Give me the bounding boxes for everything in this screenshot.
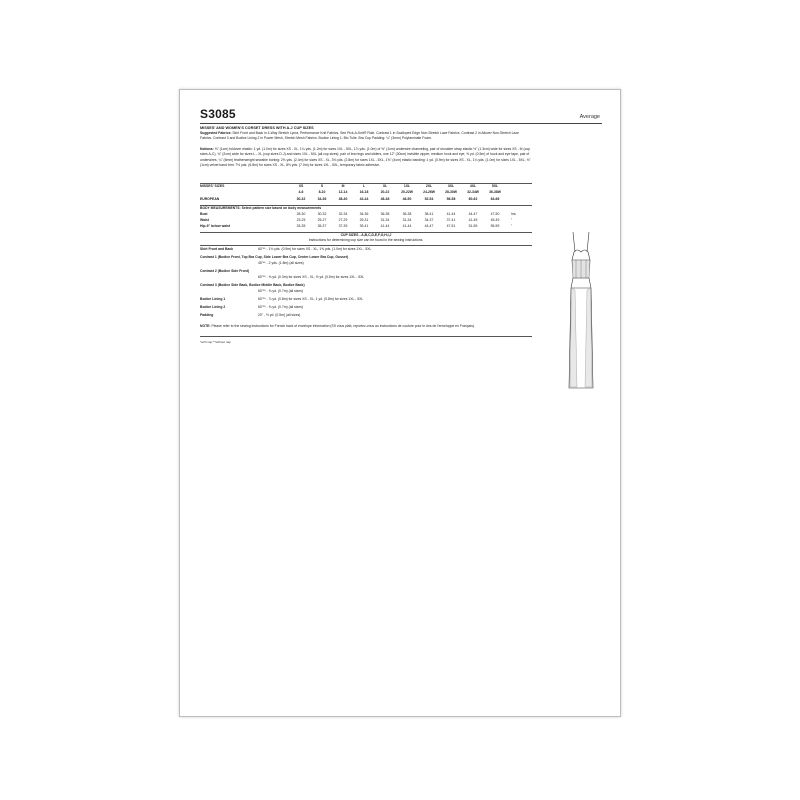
numeric-size-cell: 8-10 [318,190,326,194]
european-size-cell: 64-66 [490,197,500,201]
measurement-cell: 47-51 [446,224,456,228]
measurement-cell: 23-25 [296,218,306,222]
measurement-unit: Ins. [511,212,517,216]
pattern-title: MISSES' AND WOMEN'S CORSET DRESS WITH A-J CUP SIZES [200,126,314,130]
european-size-cell: 42-44 [359,197,369,201]
measurement-cell: 35-37 [317,224,327,228]
size-cell: 5XL [491,184,499,188]
notions [200,147,532,168]
european-size-cell: 60-62 [468,197,478,201]
fabric-requirement-label: Bodice Lining 2 [200,305,226,309]
fabric-requirement-value: 20" - ½ yd. (0.5m) (all sizes) [258,313,301,317]
notions-label: Notions: [200,147,214,151]
measurement-cell: 34-37 [424,218,434,222]
cup-sizes-note: Instructions for determining cup size can be found in the sewing instructions. [308,238,424,242]
divider [200,245,532,246]
measurement-cell: 25-27 [317,218,327,222]
european-size-cell: 46-48 [380,197,390,201]
cup-sizes [200,232,532,244]
measurement-label: Hip-9" below waist [200,224,231,228]
european-size-cell: 52-54 [424,197,434,201]
measurement-cell: 31-34 [402,218,412,222]
fabric-requirement-label: Contrast 3 (Bodice Side Back, Bodice Middle Back, Bodice Back) [200,283,305,287]
right-shoulder-strap [587,232,589,252]
corset-panel [572,260,589,277]
fabric-requirement-value: 45"** - 2 yds. (1.8m) (all sizes) [258,261,304,265]
measurement-cell: 47-50 [490,212,500,216]
measurement-cell: 41-44 [402,224,412,228]
measurement-cell: 38-41 [424,212,434,216]
european-size-cell: 46-50 [402,197,412,201]
measurement-cell: 41-45 [468,218,478,222]
measurement-cell: 55-59 [490,224,500,228]
size-cell: L [362,184,366,188]
measurement-cell: 37-39 [338,224,348,228]
fabric-requirement-value: 60"** - ⅞ yd. (0.8m) for sizes XS - XL, 1 yd. (0.8m) for sizes 1XL - 5XL [258,297,364,301]
measurement-label: Bust [200,212,208,216]
european-size-row [200,197,532,203]
numeric-size-row [200,190,532,196]
measurement-cell: 44-47 [424,224,434,228]
size-cell: M [341,184,345,188]
numeric-size-cell: 28-30W [445,190,457,194]
cup-sizes-label: CUP SIZES - A,B,C,D,E,F,G,H,I,J [340,233,392,237]
notions-text: ⅜" (1cm) foldover elastic: 1 yd. (1.0m) for sizes XS - XL, 1¼ yds. (1.2m) for sizes 1XL - 5XL, 1⅞ yds. (1.0m) of ⅜" (1cm) underwire channeling, pair of shoulder strap elastic ½" (1.3cm) wide for sizes XS - M (cup sizes A-C), ¾" (2cm) wide for sizes L - XL (cup sizes D-J) and sizes 1XL - 5XL (all cup sizes), pair of bra rings and sliders, one 12" (30cm) invisible zipper, medium hook and eye, ⅝ yd. (0.5m) of hook and eye tape, pair of underwires, ¼" (6mm) featherweight sewable boning: 2⅜ yds. (2.4m) for sizes XS - XL, 3⅛ yds. (2.8m) for sizes 1XL - 5XL, 1⅝" (4cm) elastic banding: 1 yd. (0.9m) for sizes XS - XL, 1¼ yds. (1.0m) for sizes 1XL - 5XL, ⅜" (1cm) velvet band trim: 7½ yds. (6.8m) for sizes XS - XL, 8⅛ yds. (7.0m) for sizes 1XL - 5XL, temporary fabric adhesive. [200,147,531,167]
measurement-cell: 41-44 [446,212,456,216]
note [200,324,532,329]
suggested-fabrics-label: Suggested Fabrics: [200,131,232,135]
suggested-fabrics-text: Skirt Front and Back in 4-Way Stretch Lycra, Performance Knit Fabrics. See Pick-A-Knit® Rule. Contrast 1 in Scalloped Edge Non-Stretch Lace Fabrics. Contrast 2 in Allover Non-Stretch Lace Fabrics. Contrast 3 and Bodice Lining 2 in Power Mesh, Stretch Mesh Fabrics. Bodice Lining 1: Bio Tulle. Bra Cup Padding: ¼" (3mm) Polylaminate Foam. [200,131,520,141]
size-range-label: Average [579,114,600,120]
fabric-requirement-label: Contrast 1 (Bodice Front, Top Bra Cup, Side Lower Bra Cup, Center Lower Bra Cup, Gusset) [200,255,349,259]
size-cell: S [320,184,324,188]
bust-line [574,250,588,252]
measurement-cell: 34-36 [359,212,369,216]
size-cell: 2XL [425,184,433,188]
measurement-label: Waist [200,218,209,222]
fabric-requirement-value: 60"** - ⅝ yd. (0.7m) (all sizes) [258,305,303,309]
skirt-side-panel-left [570,288,577,387]
measurement-cell: 29-31 [359,218,369,222]
body-measurements-label: BODY MEASUREMENTS: Select pattern size based on body measurements [200,206,322,210]
numeric-size-cell: 4-6 [298,190,304,194]
measurement-cell: 27-29 [338,218,348,222]
left-shoulder-strap [573,232,575,252]
numeric-size-cell: 16-18 [359,190,369,194]
pattern-envelope-page [179,89,621,717]
numeric-size-cell: 12-14 [338,190,348,194]
fabric-requirement-value: 60"** - ⅜ yd. (0.3m) for sizes XS - XL, ½ yd. (0.5m) for sizes 1XL - 5XL [258,275,365,279]
dress-line-drawing [565,230,597,392]
sizes-label: MISSES' SIZES [200,184,225,188]
measurement-unit: " [511,218,513,222]
skirt-side-panel-right [585,288,592,387]
numeric-size-cell: 32-34W [467,190,479,194]
size-cell: 4XL [469,184,477,188]
fabric-requirement-value: 60"** - 1⅛ yds. (0.9m) for sizes XS - XL, 1⅜ yds. (1.0m) for sizes 1XL - 5XL [258,247,372,251]
european-size-cell: 56-58 [446,197,456,201]
european-size-cell: 34-36 [317,197,327,201]
measurement-cell: 36-38 [380,212,390,216]
measurement-cell: 51-55 [468,224,478,228]
measurement-row [200,224,532,230]
measurement-cell: 30-32 [317,212,327,216]
fabric-requirement-value: 60"** - ⅝ yd. (0.7m) (all sizes) [258,289,303,293]
fabric-requirement-label: Contrast 2 (Bodice Side Front) [200,269,249,273]
size-cell: XL [382,184,388,188]
numeric-size-cell: 24-26W [423,190,435,194]
european-size-cell: 30-32 [296,197,306,201]
numeric-size-cell: 20-22 [380,190,390,194]
measurement-cell: 44-47 [468,212,478,216]
fabric-requirements [200,247,532,327]
nap-footnote: *with nap **without nap [200,340,231,344]
size-cell: 3XL [447,184,455,188]
divider [200,336,532,337]
note-text: Please refer to the sewing instructions for French back of envelope information (S'il vous plaît, reportez-vous au instructions de couture pour le dos de l'enveloppe en Français). [210,324,475,328]
size-cell: XS [298,184,304,188]
measurement-cell: 39-41 [359,224,369,228]
measurement-cell: 41-44 [380,224,390,228]
size-cell: 1XL [403,184,411,188]
measurement-cell: 33-35 [296,224,306,228]
measurement-cell: 45-49 [490,218,500,222]
fabric-requirement-label: Bodice Lining 1 [200,297,226,301]
european-label: EUROPEAN [200,197,220,201]
suggested-fabrics [200,131,532,142]
numeric-size-cell: 36-38W [489,190,501,194]
pattern-number: S3085 [200,107,236,121]
note-label: NOTE: [200,324,211,328]
measurement-cell: 28-30 [296,212,306,216]
measurement-cell: 36-38 [402,212,412,216]
measurement-cell: 31-34 [380,218,390,222]
numeric-size-cell: 20-22W [401,190,413,194]
european-size-cell: 38-40 [338,197,348,201]
fabric-requirement-label: Padding [200,313,214,317]
fabric-requirement-label: Skirt Front and Back [200,247,234,251]
header-divider [200,123,602,124]
measurement-cell: 32-34 [338,212,348,216]
measurement-cell: 37-41 [446,218,456,222]
measurement-unit: " [511,224,513,228]
